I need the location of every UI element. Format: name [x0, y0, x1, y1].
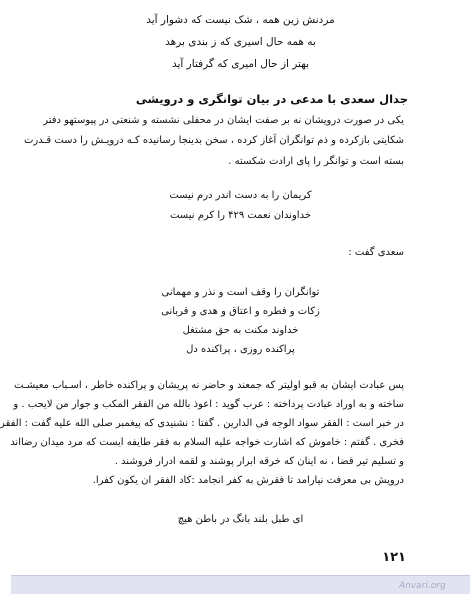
verse-line: توانگران را وقف است و نذر و مهمانی: [161, 287, 320, 298]
verse-line: کریمان را به دست اندر درم نیست: [169, 190, 312, 201]
couplet-1: [11, 187, 470, 224]
section-title: جدال سعدی با مدعی در بیان توانگری و درویشی: [135, 92, 408, 106]
saadi-said-label: سعدی گفت :: [348, 247, 404, 258]
prose-line: ساخته و به اوراد عبادت پرداخته : عرب گوید : اعوذ بالله من الفقر المکب و جوار من لایحب . و: [13, 399, 404, 410]
verse-line: به همه حال اسیری که ز بندی برهد: [165, 36, 316, 48]
prose-line: یکی در صورت درویشان نه بر صفت ایشان در محفلی نشسته و شنعتی در پیوستهو دفتر: [43, 115, 404, 126]
intro-paragraph: [23, 113, 404, 170]
prose-line: در خبر است : الفقر سواد الوجه فی الدارین . گفتا : نشنیدی که پیغمبر صلی الله علیه گفت : الفقر: [0, 418, 404, 429]
verse-line: بهتر از حال امیری که گرفتار آید: [171, 58, 309, 70]
top-verses: [11, 12, 470, 73]
closing-verse: ای طبل بلند بانگ در باطن هیچ: [177, 514, 304, 525]
prose-line: پس عبادت ایشان به قبو اولیتر که جمعند و حاضر نه پریشان و پراکنده خاطر ، اسـباب معیشـت: [14, 380, 404, 391]
prose-line: درویش بی معرفت نیارامد تا فقرش به کفر انجامد :کاد الفقر ان یکون کفرا.: [92, 475, 404, 486]
verse-line: خداوندان نعمت ۴۲۹ را کرم نیست: [169, 210, 312, 221]
page-number: ۱۲۱: [382, 550, 406, 565]
verse-line: پراکنده روزی ، پراکنده دل: [186, 344, 295, 355]
verse-line: خداوند مکنت به حق مشتغل: [182, 325, 299, 336]
body-paragraph: [0, 378, 404, 489]
verse-line: مردنش زین همه ، شک نیست که دشوار آید: [146, 14, 335, 26]
watermark: Anvari.org: [399, 581, 446, 591]
prose-line: و تسلیم تیر قضا ، نه اینان که خرقه ابرار پوشند و لقمه ادرار فروشند .: [114, 456, 404, 467]
verse-line: زکات و فطره و اعتاق و هدی و قربانی: [161, 306, 320, 317]
couplet-2: [11, 284, 470, 358]
prose-line: شکایتی بازکرده و ذم توانگران آغاز کرده ، سخن بدینجا رسانیده کـه درویـش را دست قـدرت: [23, 135, 404, 147]
prose-line: فخری . گفتم : خاموش که اشارت خواجه علیه السلام به فقر طایفه ایست که مرد میدان رضااند: [10, 437, 404, 448]
prose-line: بسته است و توانگر را پای ارادت شکسته .: [228, 155, 404, 167]
